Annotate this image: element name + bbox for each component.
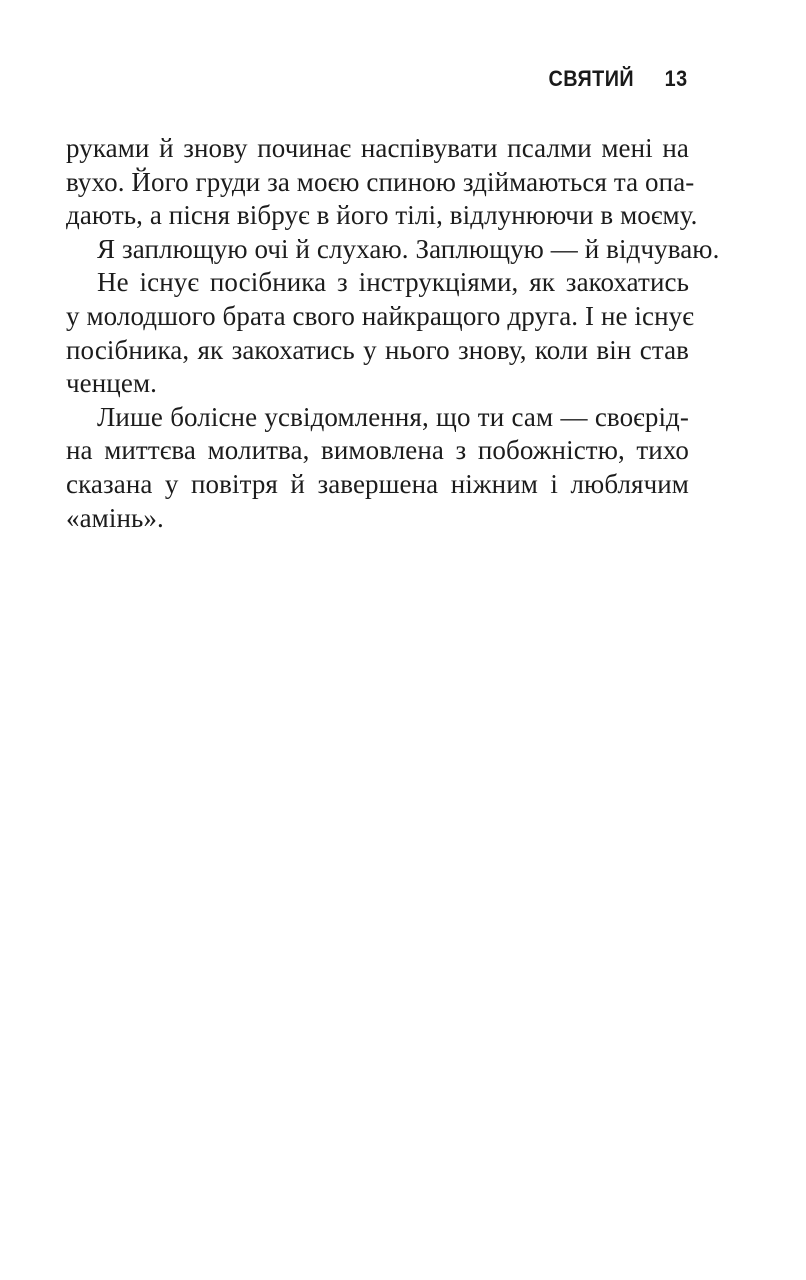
text-line: сказана у повітря й завершена ніжним і люблячим <box>66 468 689 499</box>
text-line: посібника, як закохатись у нього знову, коли він став <box>66 334 689 365</box>
text-line: Лише болісне усвідомлення, що ти сам — своєрід- <box>97 401 689 432</box>
text-line: «амінь». <box>66 502 164 533</box>
running-head-title: СВЯТИЙ <box>548 66 635 91</box>
text-line: вухо. Його груди за моєю спиною здіймаються та опа- <box>66 166 695 197</box>
text-line: руками й знову починає наспівувати псалми мені на <box>66 133 689 163</box>
running-head <box>549 66 688 92</box>
text-line: дають, а пісня вібрує в його тілі, відлунюючи в моєму. <box>66 200 698 231</box>
text-line: Не існує посібника з інструкціями, як закохатись <box>97 267 689 298</box>
text-line: ченцем. <box>66 368 157 399</box>
text-line: Я заплющую очі й слухаю. Заплющую — й відчуваю. <box>97 233 720 264</box>
page-number: 13 <box>665 66 688 91</box>
text-line: у молодшого брата свого найкращого друга. І не існує <box>66 300 694 331</box>
body-text <box>66 132 720 535</box>
text-line: на миттєва молитва, вимовлена з побожністю, тихо <box>66 435 689 466</box>
